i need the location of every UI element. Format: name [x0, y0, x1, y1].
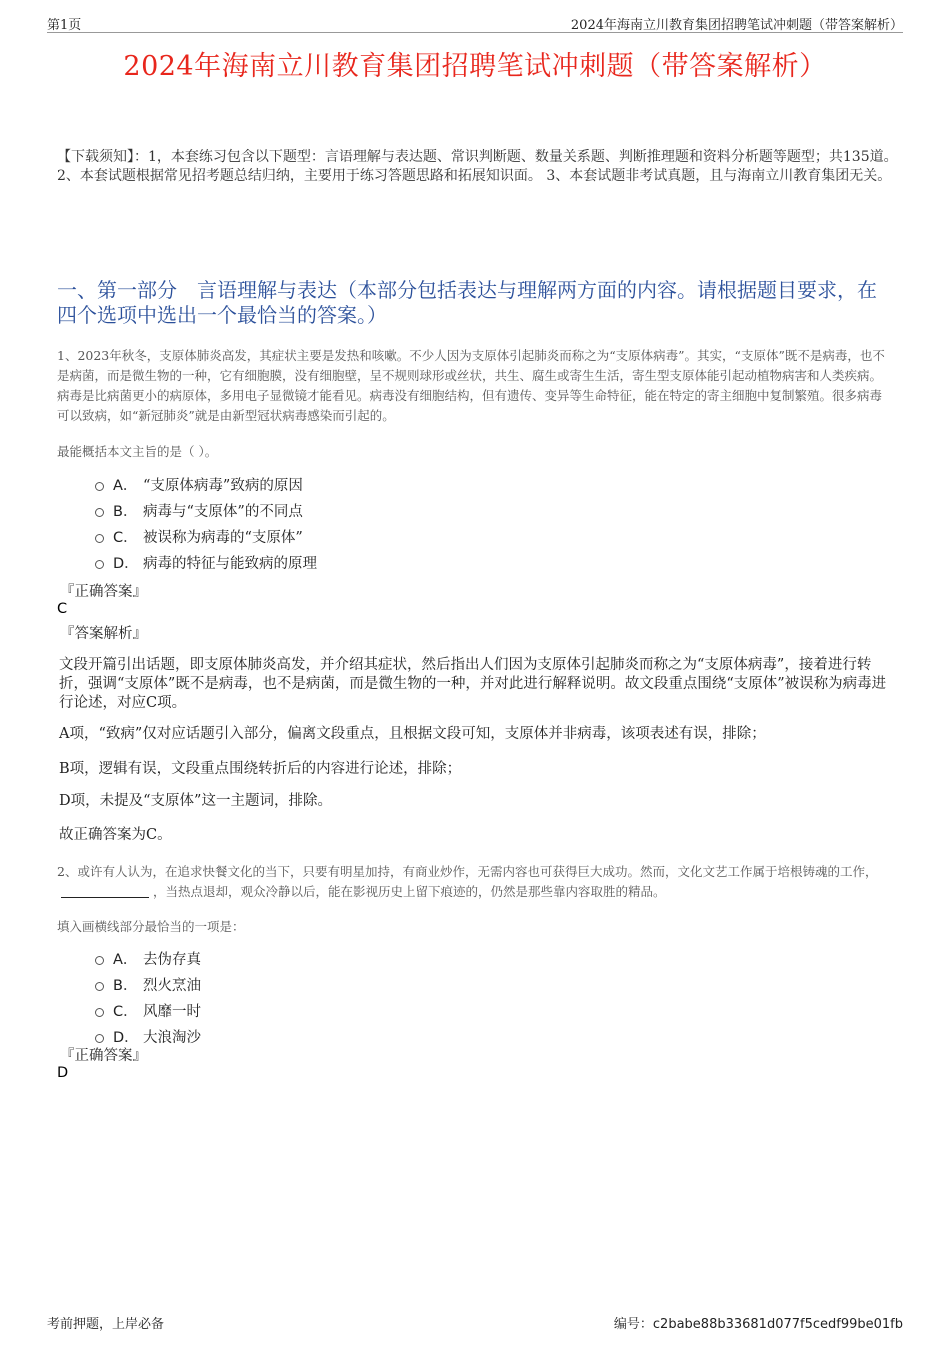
radio-icon[interactable]: [95, 560, 104, 569]
option-text: 被误称为病毒的“支原体”: [143, 530, 303, 546]
option-letter: C．: [113, 1004, 138, 1020]
question-2-prompt: 填入画横线部分最恰当的一项是：: [57, 919, 245, 934]
option-b[interactable]: [95, 974, 595, 1000]
radio-icon[interactable]: [95, 1034, 104, 1043]
option-text: 风靡一时: [143, 1004, 201, 1020]
header-doc-title: 2024年海南立川教育集团招聘笔试冲刺题（带答案解析）: [570, 18, 903, 33]
analysis-label: 『答案解析』: [60, 626, 147, 642]
answer-label: 『正确答案』: [60, 1048, 147, 1064]
option-text: 大浪淘沙: [143, 1030, 201, 1046]
option-letter: C．: [113, 530, 138, 546]
fill-blank: [61, 883, 149, 898]
analysis-paragraph: D项，未提及“支原体”这一主题词，排除。: [59, 793, 332, 809]
option-letter: A．: [113, 952, 138, 968]
option-text: “支原体病毒”致病的原因: [143, 478, 303, 494]
option-letter: D．: [113, 1030, 139, 1046]
footer-code-label: 编号：: [613, 1317, 653, 1332]
option-text: 病毒的特征与能致病的原理: [143, 556, 317, 572]
option-letter: A．: [113, 478, 138, 494]
option-text: 病毒与“支原体”的不同点: [143, 504, 303, 520]
question-1-text: 1、2023年秋冬，支原体肺炎高发，其症状主要是发热和咳嗽。不少人因为支原体引起肺炎而称之为“支原体病毒”。其实，“支原体”既不是病毒，也不是病菌，而是微生物的一种，它有细胞膜，没有细胞壁，呈不规则球形或丝状，共生、腐生或寄生生活，寄生型支原体能引起动植物病害和人类疾病。病毒是比病菌更小的病原体，多用电子显微镜才能看见。病毒没有细胞结构，但有遗传、变异等生命特征，能在特定的寄主细胞中复制繁殖。很多病毒可以致病，如“新冠肺炎”就是由新型冠状病毒感染而引起的。: [57, 348, 885, 423]
option-c[interactable]: [95, 1000, 595, 1026]
radio-icon[interactable]: [95, 482, 104, 491]
radio-icon[interactable]: [95, 1008, 104, 1017]
footer-slogan: 考前押题，上岸必备: [47, 1317, 165, 1332]
option-a[interactable]: [95, 474, 595, 500]
radio-icon[interactable]: [95, 982, 104, 991]
page-number: 第1页: [47, 18, 82, 33]
option-letter: B．: [113, 978, 138, 994]
question-1-prompt: 最能概括本文主旨的是（ ）。: [57, 444, 218, 459]
answer-value: C: [57, 601, 68, 617]
analysis-paragraph: 故正确答案为C。: [59, 827, 172, 843]
footer-code-value: c2babe88b33681d077f5cedf99be01fb: [652, 1317, 903, 1332]
option-d[interactable]: [95, 552, 595, 578]
analysis-paragraph: 文段开篇引出话题，即支原体肺炎高发，并介绍其症状，然后指出人们因为支原体引起肺炎而称之为“支原体病毒”，接着进行转折，强调“支原体”既不是病毒，也不是病菌，而是微生物的一种，并对此进行解释说明。故文段重点围绕“支原体”被误称为病毒进行论述，对应C项。: [59, 657, 887, 711]
page-title: 2024年海南立川教育集团招聘笔试冲刺题（带答案解析）: [123, 51, 827, 82]
analysis-paragraph: A项，“致病”仅对应话题引入部分，偏离文段重点，且根据文段可知，支原体并非病毒，该项表述有误，排除；: [59, 726, 766, 742]
option-text: 去伪存真: [143, 952, 201, 968]
option-b[interactable]: [95, 500, 595, 526]
option-text: 烈火烹油: [143, 978, 201, 994]
answer-value: D: [57, 1065, 69, 1081]
question-2-options: [95, 948, 595, 1052]
question-2-text-before: 2、或许有人认为，在追求快餐文化的当下，只要有明星加持，有商业炒作，无需内容也可获得巨大成功。然而，文化文艺工作属于培根铸魂的工作，: [57, 864, 878, 879]
radio-icon[interactable]: [95, 956, 104, 965]
download-notice: 【下载须知】：1，本套练习包含以下题型：言语理解与表达题、常识判断题、数量关系题、判断推理题和资料分析题等题型；共135道。 2、本套试题根据常见招考题总结归纳，主要用于练习答题思路和拓展知识面。 3、本套试题非考试真题，且与海南立川教育集团无关。: [57, 149, 898, 184]
footer-code: [614, 1313, 903, 1332]
option-a[interactable]: [95, 948, 595, 974]
option-letter: D．: [113, 556, 139, 572]
radio-icon[interactable]: [95, 534, 104, 543]
header-divider: [47, 32, 903, 33]
section-title: 一、第一部分 言语理解与表达（本部分包括表达与理解两方面的内容。请根据题目要求，在四个选项中选出一个最恰当的答案。）: [57, 278, 877, 327]
question-1-options: [95, 474, 595, 578]
analysis-paragraph: B项，逻辑有误，文段重点围绕转折后的内容进行论述，排除；: [59, 761, 462, 777]
radio-icon[interactable]: [95, 508, 104, 517]
option-d[interactable]: [95, 1026, 595, 1052]
question-2-text-after: ，当热点退却，观众冷静以后，能在影视历史上留下痕迹的，仍然是那些靠内容取胜的精品。: [153, 884, 666, 899]
answer-label: 『正确答案』: [60, 584, 147, 600]
option-letter: B．: [113, 504, 138, 520]
option-c[interactable]: [95, 526, 595, 552]
question-2-text: [57, 862, 890, 902]
